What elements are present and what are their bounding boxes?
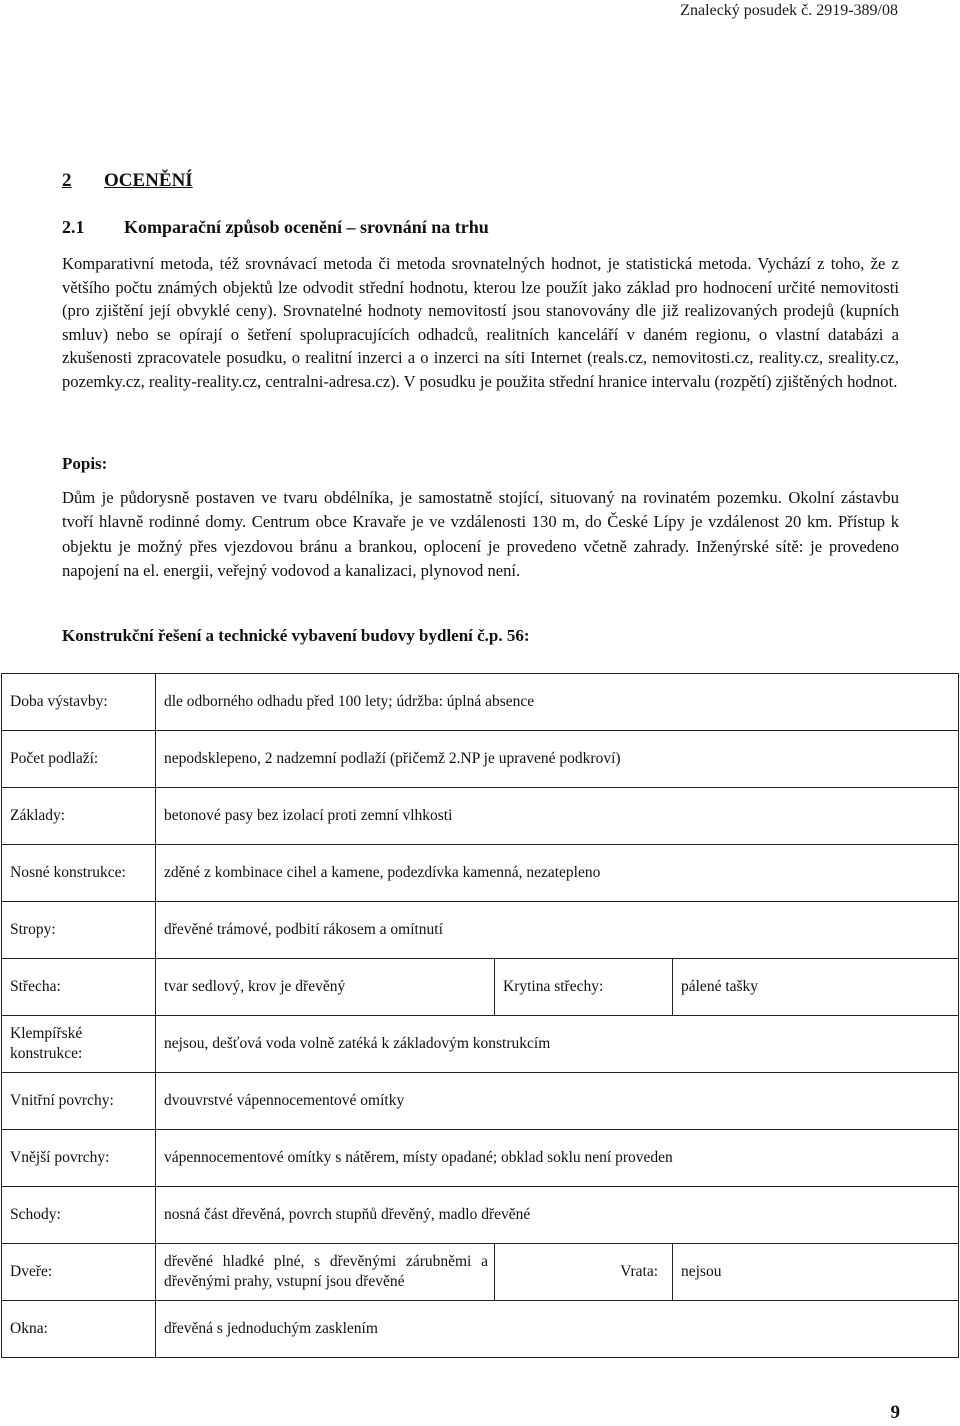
row-label: Nosné konstrukce: — [2, 845, 156, 902]
row-label: Vnější povrchy: — [2, 1130, 156, 1187]
row-label: Schody: — [2, 1187, 156, 1244]
subsection-heading — [62, 217, 489, 238]
row-label: Stropy: — [2, 902, 156, 959]
row-label: Počet podlaží: — [2, 731, 156, 788]
table-row — [2, 1073, 959, 1130]
table-row — [2, 959, 959, 1016]
section-number: 2 — [62, 170, 72, 191]
table-row — [2, 1130, 959, 1187]
page-number: 9 — [890, 1402, 900, 1423]
section-title: OCENĚNÍ — [104, 170, 193, 191]
row-value: tvar sedlový, krov je dřevěný — [156, 959, 495, 1016]
row-value: vápennocementové omítky s nátěrem, místy opadané; obklad soklu není proveden — [156, 1130, 959, 1187]
row-value: nosná část dřevěná, povrch stupňů dřevěný, madlo dřevěné — [156, 1187, 959, 1244]
row-label: Okna: — [2, 1301, 156, 1358]
table-row — [2, 788, 959, 845]
table-row — [2, 731, 959, 788]
document-reference-header: Znalecký posudek č. 2919-389/08 — [680, 2, 898, 19]
row-value: nejsou, dešťová voda volně zatéká k základovým konstrukcím — [156, 1016, 959, 1073]
row-value: dřevěné hladké plné, s dřevěnými zárubněmi a dřevěnými prahy, vstupní jsou dřevěné — [156, 1244, 495, 1301]
row-label: Klempířské konstrukce: — [2, 1016, 156, 1073]
row-value: dřevěná s jednoduchým zasklením — [156, 1301, 959, 1358]
row-value: dřevěné trámové, podbití rákosem a omítnutí — [156, 902, 959, 959]
row-label: Doba výstavby: — [2, 674, 156, 731]
row-value: dvouvrstvé vápennocementové omítky — [156, 1073, 959, 1130]
popis-heading: Popis: — [62, 454, 108, 473]
table-row — [2, 1187, 959, 1244]
row-label: Dveře: — [2, 1244, 156, 1301]
subsection-title: Komparační způsob ocenění – srovnání na trhu — [124, 217, 489, 237]
table-row — [2, 1301, 959, 1358]
row-value-secondary: nejsou — [673, 1244, 959, 1301]
table-row — [2, 1244, 959, 1301]
table-row — [2, 902, 959, 959]
row-value-secondary: pálené tašky — [673, 959, 959, 1016]
table-row — [2, 674, 959, 731]
row-value: betonové pasy bez izolací proti zemní vlhkosti — [156, 788, 959, 845]
row-value: zděné z kombinace cihel a kamene, podezdívka kamenná, nezatepleno — [156, 845, 959, 902]
construction-heading: Konstrukční řešení a technické vybavení budovy bydlení č.p. 56: — [62, 626, 530, 645]
row-value: dle odborného odhadu před 100 lety; údržba: úplná absence — [156, 674, 959, 731]
row-value: nepodsklepeno, 2 nadzemní podlaží (přičemž 2.NP je upravené podkroví) — [156, 731, 959, 788]
construction-spec-table — [1, 673, 959, 1358]
popis-paragraph: Dům je půdorysně postaven ve tvaru obdélníka, je samostatně stojící, situovaný na rovinatém pozemku. Okolní zástavbu tvoří hlavně rodinné domy. Centrum obce Kravaře je ve vzdálenosti 130 m, do České Lípy je vzdálenost 20 km. Přístup k objektu je možný přes vjezdovou bránu a brankou, oplocení je provedeno včetně zahrady. Inženýrské sítě: je provedeno napojení na el. energii, veřejný vodovod a kanalizaci, plynovod není. — [62, 488, 899, 581]
row-label: Střecha: — [2, 959, 156, 1016]
table-row — [2, 1016, 959, 1073]
subsection-number: 2.1 — [62, 217, 85, 237]
row-label: Základy: — [2, 788, 156, 845]
table-row — [2, 845, 959, 902]
row-label-secondary: Vrata: — [495, 1244, 673, 1301]
intro-paragraph: Komparativní metoda, též srovnávací metoda či metoda srovnatelných hodnot, je statistická metoda. Vychází z toho, že z většího počtu známých objektů lze odvodit střední hodnotu, kterou lze použít jako základ pro hodnocení určité nemovitosti (pro zjištění její obvyklé ceny). Srovnatelné hodnoty nemovitostí jsou stanovovány dle již realizovaných prodejů (kupních smluv) nebo se opírají o šetření spolupracujících odhadců, realitních kanceláří v daném regionu, o vlastní databázi a zkušenosti zpracovatele posudku, o realitní inzerci a o inzerci na síti Internet (reals.cz, nemovitosti.cz, reality.cz, sreality.cz, pozemky.cz, reality-reality.cz, centralni-adresa.cz). V posudku je použita střední hranice intervalu (rozpětí) zjištěných hodnot. — [62, 254, 899, 391]
row-label: Vnitřní povrchy: — [2, 1073, 156, 1130]
row-label-secondary: Krytina střechy: — [495, 959, 673, 1016]
section-heading — [62, 170, 193, 192]
